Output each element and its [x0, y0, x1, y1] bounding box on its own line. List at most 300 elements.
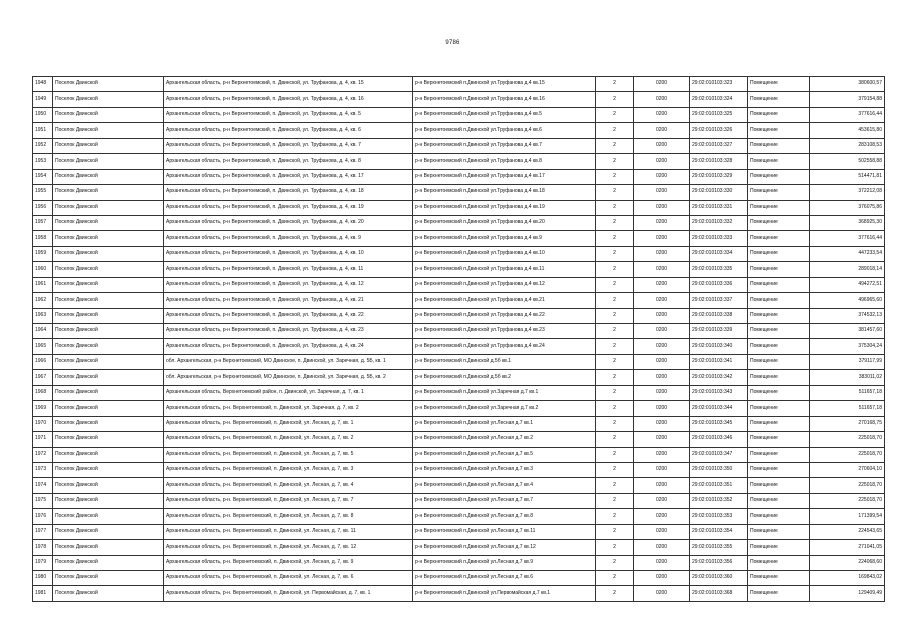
table-row	[33, 293, 885, 308]
short-address-cell: р-н Верхнетоемский п.Двинской ул.Лесная д.7 кв.2	[413, 432, 596, 447]
full-address-cell: Архангельская область, р-н Верхнетоемский, п. Двинской, ул. Труфанова, д. 4, кв. 12	[164, 277, 413, 292]
row-number-cell: 1956	[33, 200, 53, 215]
short-address-cell: р-н Верхнетоемский п.Двинской ул.Лесная д.7 кв.12	[413, 540, 596, 555]
code-cell: 0200	[634, 246, 690, 261]
code-cell: 0200	[634, 385, 690, 400]
floor-count-cell: 2	[596, 308, 634, 323]
code-cell: 0200	[634, 154, 690, 169]
cadastral-value-cell: 225018,70	[810, 478, 885, 493]
settlement-name-cell: Поселок Двинской	[53, 571, 164, 586]
short-address-cell: р-н Верхнетоемский п.Двинской ул.Труфанова д.4 кв.24	[413, 339, 596, 354]
short-address-cell: р-н Верхнетоемский п.Двинской ул.Труфанова д.4 кв.11	[413, 262, 596, 277]
table-row	[33, 154, 885, 169]
short-address-cell: р-н Верхнетоемский п.Двинской ул.Труфанова д.4 кв.5	[413, 107, 596, 122]
table-row	[33, 339, 885, 354]
code-cell: 0200	[634, 277, 690, 292]
table-row	[33, 277, 885, 292]
code-cell: 0200	[634, 324, 690, 339]
short-address-cell: р-н Верхнетоемский п.Двинской ул.Труфанова д.4 кв.23	[413, 324, 596, 339]
cadastral-value-cell: 496965,60	[810, 293, 885, 308]
code-cell: 0200	[634, 509, 690, 524]
table-row	[33, 401, 885, 416]
full-address-cell: Архангельская область, р-н Верхнетоемский, п. Двинской, ул. Труфанова, д. 4, кв. 22	[164, 308, 413, 323]
short-address-cell: р-н Верхнетоемский п.Двинской ул.Труфанова д.4 кв.19	[413, 200, 596, 215]
code-cell: 0200	[634, 354, 690, 369]
code-cell: 0200	[634, 293, 690, 308]
row-number-cell: 1965	[33, 339, 53, 354]
object-type-cell: Помещение	[748, 154, 810, 169]
code-cell: 0200	[634, 540, 690, 555]
full-address-cell: Архангельская область, р-н. Верхнетоемский, п. Двинской, ул. Лесная, д. 7, кв. 1	[164, 416, 413, 431]
floor-count-cell: 2	[596, 555, 634, 570]
row-number-cell: 1974	[33, 478, 53, 493]
object-type-cell: Помещение	[748, 462, 810, 477]
floor-count-cell: 2	[596, 540, 634, 555]
table-row	[33, 123, 885, 138]
object-type-cell: Помещение	[748, 555, 810, 570]
cadastral-number-cell: 29:02:010103:328	[690, 154, 748, 169]
object-type-cell: Помещение	[748, 401, 810, 416]
table-row	[33, 138, 885, 153]
row-number-cell: 1951	[33, 123, 53, 138]
object-type-cell: Помещение	[748, 509, 810, 524]
table-row	[33, 262, 885, 277]
cadastral-number-cell: 29:02:010103:353	[690, 509, 748, 524]
full-address-cell: Архангельская область, р-н Верхнетоемский, п. Двинской, ул. Труфанова, д. 4, кв. 21	[164, 293, 413, 308]
floor-count-cell: 2	[596, 354, 634, 369]
settlement-name-cell: Поселок Двинской	[53, 185, 164, 200]
floor-count-cell: 2	[596, 586, 634, 601]
full-address-cell: обл. Архангельская, р-н Верхнетоемский, МО Двинское, п. Двинской, ул. Заречная, д. 5Б, кв. 1	[164, 354, 413, 369]
cadastral-number-cell: 29:02:010103:335	[690, 262, 748, 277]
row-number-cell: 1958	[33, 231, 53, 246]
full-address-cell: Архангельская область, р-н. Верхнетоемский, п. Двинской, ул. Лесная, д. 7, кв. 8	[164, 509, 413, 524]
settlement-name-cell: Поселок Двинской	[53, 401, 164, 416]
short-address-cell: р-н Верхнетоемский п.Двинской д.5б кв.2	[413, 370, 596, 385]
short-address-cell: р-н Верхнетоемский п.Двинской ул.Труфанова д.4 кв.16	[413, 92, 596, 107]
cadastral-number-cell: 29:02:010103:337	[690, 293, 748, 308]
short-address-cell: р-н Верхнетоемский п.Двинской ул.Труфанова д.4 кв.10	[413, 246, 596, 261]
object-type-cell: Помещение	[748, 77, 810, 92]
cadastral-number-cell: 29:02:010103:336	[690, 277, 748, 292]
settlement-name-cell: Поселок Двинской	[53, 308, 164, 323]
code-cell: 0200	[634, 262, 690, 277]
object-type-cell: Помещение	[748, 493, 810, 508]
cadastral-value-cell: 225018,70	[810, 493, 885, 508]
settlement-name-cell: Поселок Двинской	[53, 509, 164, 524]
table-row	[33, 555, 885, 570]
short-address-cell: р-н Верхнетоемский п.Двинской ул.Труфанова д.4 кв.17	[413, 169, 596, 184]
full-address-cell: Архангельская область, р-н Верхнетоемский, п. Двинской, ул. Труфанова, д. 4, кв. 8	[164, 154, 413, 169]
code-cell: 0200	[634, 77, 690, 92]
cadastral-value-cell: 129409,49	[810, 586, 885, 601]
short-address-cell: р-н Верхнетоемский п.Двинской ул.Труфанова д.4 кв.22	[413, 308, 596, 323]
code-cell: 0200	[634, 571, 690, 586]
floor-count-cell: 2	[596, 293, 634, 308]
object-type-cell: Помещение	[748, 277, 810, 292]
floor-count-cell: 2	[596, 200, 634, 215]
row-number-cell: 1976	[33, 509, 53, 524]
object-type-cell: Помещение	[748, 293, 810, 308]
short-address-cell: р-н Верхнетоемский п.Двинской д.5б кв.1	[413, 354, 596, 369]
full-address-cell: Архангельская область, р-н Верхнетоемский, п. Двинской, ул. Труфанова, д. 4, кв. 5	[164, 107, 413, 122]
object-type-cell: Помещение	[748, 385, 810, 400]
code-cell: 0200	[634, 416, 690, 431]
full-address-cell: Архангельская область, р-н. Верхнетоемский, п. Двинской, ул. Лесная, д. 7, кв. 11	[164, 524, 413, 539]
short-address-cell: р-н Верхнетоемский п.Двинской ул.Труфанова д.4 кв.21	[413, 293, 596, 308]
short-address-cell: р-н Верхнетоемский п.Двинской ул.Труфанова д.4 кв.12	[413, 277, 596, 292]
short-address-cell: р-н Верхнетоемский п.Двинской ул.Лесная д.7 кв.6	[413, 571, 596, 586]
floor-count-cell: 2	[596, 169, 634, 184]
short-address-cell: р-н Верхнетоемский п.Двинской ул.Труфанова д.4 кв.9	[413, 231, 596, 246]
row-number-cell: 1981	[33, 586, 53, 601]
code-cell: 0200	[634, 339, 690, 354]
row-number-cell: 1962	[33, 293, 53, 308]
full-address-cell: Архангельская область, р-н Верхнетоемский, п. Двинской, ул. Труфанова, д. 4, кв. 10	[164, 246, 413, 261]
floor-count-cell: 2	[596, 123, 634, 138]
full-address-cell: Архангельская область, р-н. Верхнетоемский, п. Двинской, ул. Первомайская, д. 7, кв. 1	[164, 586, 413, 601]
table-row	[33, 185, 885, 200]
cadastral-value-cell: 224068,60	[810, 555, 885, 570]
short-address-cell: р-н Верхнетоемский п.Двинской ул.Лесная д.7 кв.5	[413, 447, 596, 462]
full-address-cell: Архангельская область, р-н. Верхнетоемский, п. Двинской, ул. Лесная, д. 7, кв. 6	[164, 571, 413, 586]
cadastral-value-cell: 225018,70	[810, 432, 885, 447]
full-address-cell: Архангельская область, р-н. Верхнетоемский, п. Двинской, ул. Лесная, д. 7, кв. 2	[164, 432, 413, 447]
short-address-cell: р-н Верхнетоемский п.Двинской ул.Труфанова д.4 кв.18	[413, 185, 596, 200]
cadastral-value-cell: 289018,14	[810, 262, 885, 277]
cadastral-value-cell: 379117,99	[810, 354, 885, 369]
object-type-cell: Помещение	[748, 339, 810, 354]
floor-count-cell: 2	[596, 416, 634, 431]
object-type-cell: Помещение	[748, 200, 810, 215]
full-address-cell: Архангельская область, р-н. Верхнетоемский, п. Двинской, ул. Заречная, д. 7, кв. 2	[164, 401, 413, 416]
cadastral-value-cell: 374532,13	[810, 308, 885, 323]
cadastral-value-cell: 377616,44	[810, 231, 885, 246]
row-number-cell: 1954	[33, 169, 53, 184]
row-number-cell: 1961	[33, 277, 53, 292]
floor-count-cell: 2	[596, 401, 634, 416]
settlement-name-cell: Поселок Двинской	[53, 277, 164, 292]
floor-count-cell: 2	[596, 432, 634, 447]
row-number-cell: 1950	[33, 107, 53, 122]
settlement-name-cell: Поселок Двинской	[53, 354, 164, 369]
table-row	[33, 524, 885, 539]
cadastral-number-cell: 29:02:010103:334	[690, 246, 748, 261]
row-number-cell: 1953	[33, 154, 53, 169]
full-address-cell: Архангельская область, р-н Верхнетоемский, п. Двинской, ул. Труфанова, д. 4, кв. 7	[164, 138, 413, 153]
floor-count-cell: 2	[596, 262, 634, 277]
cadastral-value-cell: 377616,44	[810, 107, 885, 122]
property-register-table	[32, 76, 885, 602]
cadastral-number-cell: 29:02:010103:338	[690, 308, 748, 323]
floor-count-cell: 2	[596, 493, 634, 508]
object-type-cell: Помещение	[748, 447, 810, 462]
row-number-cell: 1955	[33, 185, 53, 200]
full-address-cell: Архангельская область, р-н. Верхнетоемский, п. Двинской, ул. Лесная, д. 7, кв. 5	[164, 447, 413, 462]
row-number-cell: 1979	[33, 555, 53, 570]
table-row	[33, 200, 885, 215]
code-cell: 0200	[634, 107, 690, 122]
cadastral-number-cell: 29:02:010103:355	[690, 540, 748, 555]
floor-count-cell: 2	[596, 92, 634, 107]
object-type-cell: Помещение	[748, 92, 810, 107]
row-number-cell: 1964	[33, 324, 53, 339]
cadastral-value-cell: 270604,10	[810, 462, 885, 477]
table-row	[33, 478, 885, 493]
settlement-name-cell: Поселок Двинской	[53, 385, 164, 400]
floor-count-cell: 2	[596, 185, 634, 200]
code-cell: 0200	[634, 169, 690, 184]
short-address-cell: р-н Верхнетоемский п.Двинской ул.Первомайская д.7 кв.1	[413, 586, 596, 601]
cadastral-number-cell: 29:02:010103:324	[690, 92, 748, 107]
short-address-cell: р-н Верхнетоемский п.Двинской ул.Лесная д.7 кв.1	[413, 416, 596, 431]
row-number-cell: 1971	[33, 432, 53, 447]
short-address-cell: р-н Верхнетоемский п.Двинской ул.Лесная д.7 кв.8	[413, 509, 596, 524]
cadastral-number-cell: 29:02:010103:339	[690, 324, 748, 339]
settlement-name-cell: Поселок Двинской	[53, 432, 164, 447]
floor-count-cell: 2	[596, 231, 634, 246]
row-number-cell: 1972	[33, 447, 53, 462]
table-row	[33, 416, 885, 431]
row-number-cell: 1967	[33, 370, 53, 385]
settlement-name-cell: Поселок Двинской	[53, 540, 164, 555]
cadastral-number-cell: 29:02:010103:360	[690, 571, 748, 586]
object-type-cell: Помещение	[748, 524, 810, 539]
short-address-cell: р-н Верхнетоемский п.Двинской ул.Лесная д.7 кв.11	[413, 524, 596, 539]
settlement-name-cell: Поселок Двинской	[53, 92, 164, 107]
cadastral-number-cell: 29:02:010103:327	[690, 138, 748, 153]
object-type-cell: Помещение	[748, 138, 810, 153]
code-cell: 0200	[634, 92, 690, 107]
code-cell: 0200	[634, 555, 690, 570]
settlement-name-cell: Поселок Двинской	[53, 246, 164, 261]
settlement-name-cell: Поселок Двинской	[53, 586, 164, 601]
settlement-name-cell: Поселок Двинской	[53, 107, 164, 122]
table-row	[33, 540, 885, 555]
cadastral-number-cell: 29:02:010103:331	[690, 200, 748, 215]
cadastral-value-cell: 383011,02	[810, 370, 885, 385]
row-number-cell: 1952	[33, 138, 53, 153]
object-type-cell: Помещение	[748, 571, 810, 586]
cadastral-number-cell: 29:02:010103:329	[690, 169, 748, 184]
code-cell: 0200	[634, 432, 690, 447]
code-cell: 0200	[634, 447, 690, 462]
cadastral-value-cell: 379154,88	[810, 92, 885, 107]
cadastral-number-cell: 29:02:010103:344	[690, 401, 748, 416]
cadastral-number-cell: 29:02:010103:330	[690, 185, 748, 200]
table-row	[33, 432, 885, 447]
cadastral-number-cell: 29:02:010103:350	[690, 462, 748, 477]
code-cell: 0200	[634, 308, 690, 323]
row-number-cell: 1969	[33, 401, 53, 416]
object-type-cell: Помещение	[748, 262, 810, 277]
cadastral-value-cell: 494272,51	[810, 277, 885, 292]
full-address-cell: обл. Архангельская, р-н Верхнетоемский, МО Двинское, п. Двинской, ул. Заречная, д. 5Б, кв. 2	[164, 370, 413, 385]
page-number: 9786	[445, 40, 460, 46]
code-cell: 0200	[634, 215, 690, 230]
short-address-cell: р-н Верхнетоемский п.Двинской ул.Труфанова д.4 кв.6	[413, 123, 596, 138]
table-row	[33, 231, 885, 246]
object-type-cell: Помещение	[748, 432, 810, 447]
cadastral-value-cell: 169843,02	[810, 571, 885, 586]
object-type-cell: Помещение	[748, 231, 810, 246]
row-number-cell: 1963	[33, 308, 53, 323]
floor-count-cell: 2	[596, 154, 634, 169]
settlement-name-cell: Поселок Двинской	[53, 262, 164, 277]
object-type-cell: Помещение	[748, 478, 810, 493]
row-number-cell: 1978	[33, 540, 53, 555]
table-row	[33, 246, 885, 261]
full-address-cell: Архангельская область, р-н Верхнетоемский, п. Двинской, ул. Труфанова, д. 4, кв. 11	[164, 262, 413, 277]
cadastral-number-cell: 29:02:010103:333	[690, 231, 748, 246]
code-cell: 0200	[634, 493, 690, 508]
object-type-cell: Помещение	[748, 586, 810, 601]
floor-count-cell: 2	[596, 77, 634, 92]
table-row	[33, 370, 885, 385]
full-address-cell: Архангельская область, Верхнетоемский район, п. Двинской, ул. Заречная, д. 7, кв. 1	[164, 385, 413, 400]
table-row	[33, 586, 885, 601]
cadastral-value-cell: 225018,70	[810, 447, 885, 462]
settlement-name-cell: Поселок Двинской	[53, 123, 164, 138]
cadastral-value-cell: 376075,86	[810, 200, 885, 215]
cadastral-number-cell: 29:02:010103:323	[690, 77, 748, 92]
settlement-name-cell: Поселок Двинской	[53, 524, 164, 539]
floor-count-cell: 2	[596, 571, 634, 586]
table-row	[33, 324, 885, 339]
object-type-cell: Помещение	[748, 107, 810, 122]
short-address-cell: р-н Верхнетоемский п.Двинской ул.Лесная д.7 кв.7	[413, 493, 596, 508]
short-address-cell: р-н Верхнетоемский п.Двинской ул.Заречная д.7 кв.1	[413, 385, 596, 400]
floor-count-cell: 2	[596, 215, 634, 230]
full-address-cell: Архангельская область, р-н. Верхнетоемский, п. Двинской, ул. Лесная, д. 7, кв. 12	[164, 540, 413, 555]
cadastral-value-cell: 502558,88	[810, 154, 885, 169]
short-address-cell: р-н Верхнетоемский п.Двинской ул.Труфанова д.4 кв.8	[413, 154, 596, 169]
full-address-cell: Архангельская область, р-н Верхнетоемский, п. Двинской, ул. Труфанова, д. 4, кв. 18	[164, 185, 413, 200]
full-address-cell: Архангельская область, р-н Верхнетоемский, п. Двинской, ул. Труфанова, д. 4, кв. 9	[164, 231, 413, 246]
cadastral-number-cell: 29:02:010103:368	[690, 586, 748, 601]
code-cell: 0200	[634, 231, 690, 246]
object-type-cell: Помещение	[748, 169, 810, 184]
settlement-name-cell: Поселок Двинской	[53, 478, 164, 493]
table-row	[33, 92, 885, 107]
code-cell: 0200	[634, 370, 690, 385]
row-number-cell: 1960	[33, 262, 53, 277]
cadastral-number-cell: 29:02:010103:340	[690, 339, 748, 354]
table-row	[33, 107, 885, 122]
code-cell: 0200	[634, 524, 690, 539]
settlement-name-cell: Поселок Двинской	[53, 324, 164, 339]
row-number-cell: 1975	[33, 493, 53, 508]
object-type-cell: Помещение	[748, 246, 810, 261]
object-type-cell: Помещение	[748, 354, 810, 369]
object-type-cell: Помещение	[748, 324, 810, 339]
settlement-name-cell: Поселок Двинской	[53, 493, 164, 508]
row-number-cell: 1970	[33, 416, 53, 431]
settlement-name-cell: Поселок Двинской	[53, 293, 164, 308]
settlement-name-cell: Поселок Двинской	[53, 77, 164, 92]
settlement-name-cell: Поселок Двинской	[53, 339, 164, 354]
floor-count-cell: 2	[596, 462, 634, 477]
full-address-cell: Архангельская область, р-н. Верхнетоемский, п. Двинской, ул. Лесная, д. 7, кв. 4	[164, 478, 413, 493]
table-row	[33, 509, 885, 524]
full-address-cell: Архангельская область, р-н Верхнетоемский, п. Двинской, ул. Труфанова, д. 4, кв. 19	[164, 200, 413, 215]
cadastral-value-cell: 453615,80	[810, 123, 885, 138]
settlement-name-cell: Поселок Двинской	[53, 370, 164, 385]
cadastral-number-cell: 29:02:010103:341	[690, 354, 748, 369]
full-address-cell: Архангельская область, р-н. Верхнетоемский, п. Двинской, ул. Лесная, д. 7, кв. 3	[164, 462, 413, 477]
table-row	[33, 215, 885, 230]
table-row	[33, 169, 885, 184]
row-number-cell: 1948	[33, 77, 53, 92]
cadastral-value-cell: 375304,24	[810, 339, 885, 354]
floor-count-cell: 2	[596, 478, 634, 493]
short-address-cell: р-н Верхнетоемский п.Двинской ул.Лесная д.7 кв.9	[413, 555, 596, 570]
cadastral-number-cell: 29:02:010103:356	[690, 555, 748, 570]
cadastral-value-cell: 372212,08	[810, 185, 885, 200]
row-number-cell: 1957	[33, 215, 53, 230]
floor-count-cell: 2	[596, 385, 634, 400]
row-number-cell: 1977	[33, 524, 53, 539]
cadastral-number-cell: 29:02:010103:346	[690, 432, 748, 447]
floor-count-cell: 2	[596, 509, 634, 524]
full-address-cell: Архангельская область, р-н Верхнетоемский, п. Двинской, ул. Труфанова, д. 4, кв. 16	[164, 92, 413, 107]
full-address-cell: Архангельская область, р-н Верхнетоемский, п. Двинской, ул. Труфанова, д. 4, кв. 24	[164, 339, 413, 354]
settlement-name-cell: Поселок Двинской	[53, 462, 164, 477]
object-type-cell: Помещение	[748, 370, 810, 385]
object-type-cell: Помещение	[748, 308, 810, 323]
floor-count-cell: 2	[596, 324, 634, 339]
table-row	[33, 77, 885, 92]
cadastral-value-cell: 368925,30	[810, 215, 885, 230]
object-type-cell: Помещение	[748, 215, 810, 230]
cadastral-number-cell: 29:02:010103:345	[690, 416, 748, 431]
short-address-cell: р-н Верхнетоемский п.Двинской ул.Труфанова д.4 кв.20	[413, 215, 596, 230]
code-cell: 0200	[634, 185, 690, 200]
cadastral-number-cell: 29:02:010103:347	[690, 447, 748, 462]
full-address-cell: Архангельская область, р-н Верхнетоемский, п. Двинской, ул. Труфанова, д. 4, кв. 17	[164, 169, 413, 184]
cadastral-value-cell: 514471,81	[810, 169, 885, 184]
code-cell: 0200	[634, 200, 690, 215]
cadastral-number-cell: 29:02:010103:342	[690, 370, 748, 385]
short-address-cell: р-н Верхнетоемский п.Двинской ул.Труфанова д.4 кв.15	[413, 77, 596, 92]
code-cell: 0200	[634, 401, 690, 416]
floor-count-cell: 2	[596, 138, 634, 153]
row-number-cell: 1949	[33, 92, 53, 107]
cadastral-value-cell: 283108,53	[810, 138, 885, 153]
code-cell: 0200	[634, 586, 690, 601]
settlement-name-cell: Поселок Двинской	[53, 169, 164, 184]
table-body	[33, 77, 885, 602]
cadastral-value-cell: 224543,65	[810, 524, 885, 539]
cadastral-value-cell: 511657,18	[810, 401, 885, 416]
table-row	[33, 385, 885, 400]
short-address-cell: р-н Верхнетоемский п.Двинской ул.Труфанова д.4 кв.7	[413, 138, 596, 153]
cadastral-value-cell: 380600,57	[810, 77, 885, 92]
floor-count-cell: 2	[596, 370, 634, 385]
floor-count-cell: 2	[596, 107, 634, 122]
cadastral-value-cell: 270168,75	[810, 416, 885, 431]
short-address-cell: р-н Верхнетоемский п.Двинской ул.Лесная д.7 кв.3	[413, 462, 596, 477]
table-row	[33, 447, 885, 462]
cadastral-number-cell: 29:02:010103:326	[690, 123, 748, 138]
table-row	[33, 493, 885, 508]
code-cell: 0200	[634, 478, 690, 493]
object-type-cell: Помещение	[748, 416, 810, 431]
table-row	[33, 308, 885, 323]
code-cell: 0200	[634, 123, 690, 138]
short-address-cell: р-н Верхнетоемский п.Двинской ул.Заречная д.7 кв.2	[413, 401, 596, 416]
cadastral-number-cell: 29:02:010103:325	[690, 107, 748, 122]
